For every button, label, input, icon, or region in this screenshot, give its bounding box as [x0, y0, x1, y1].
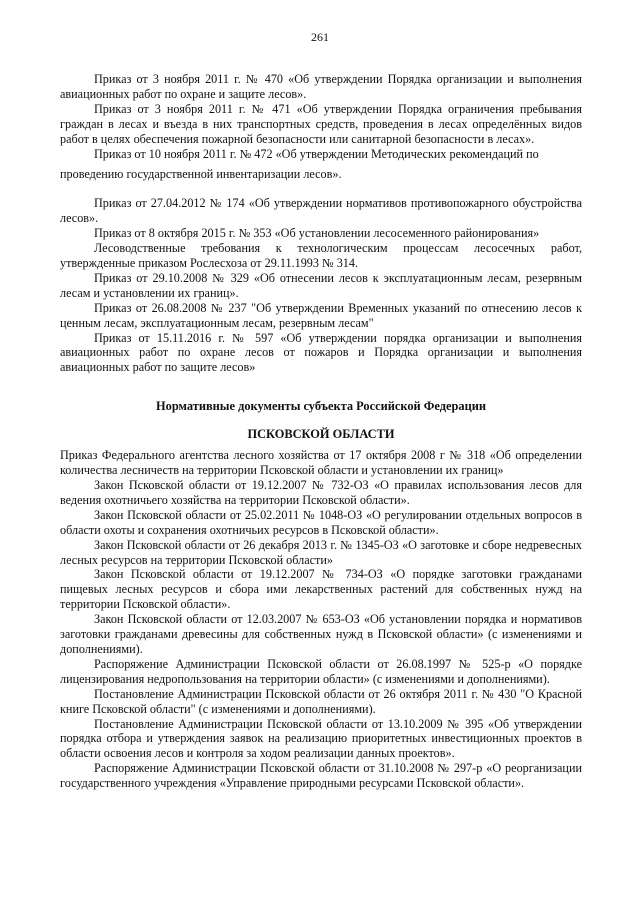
paragraph: Приказ от 29.10.2008 № 329 «Об отнесении лесов к эксплуатационным лесам, резервным лесам и установлении их границ».	[60, 270, 582, 300]
paragraph: Приказ от 27.04.2012 № 174 «Об утверждении нормативов противопожарного обустройства лесов».	[60, 196, 582, 226]
paragraph: Постановление Администрации Псковской области от 13.10.2009 № 395 «Об утверждении порядка отбора и утверждения заявок на реализацию приоритетных инвестиционных проектов в области освоения лесов и контроля за ходом реализации данных проектов».	[60, 716, 582, 761]
paragraph: Распоряжение Администрации Псковской области от 31.10.2008 № 297-р «О реорганизации государственного учреждения «Управление природными ресурсами Псковской области».	[60, 761, 582, 791]
paragraph: Приказ от 3 ноября 2011 г. № 470 «Об утверждении Порядка организации и выполнения авиационных работ по охране и защите лесов».	[60, 72, 582, 101]
regional-documents-list	[60, 448, 582, 791]
paragraph: Приказ Федерального агентства лесного хозяйства от 17 октября 2008 г № 318 «Об определении количества лесничеств на территории Псковской области и установлении их границ»	[60, 448, 582, 478]
paragraph-continuation: проведению государственной инвентаризации лесов».	[60, 167, 342, 182]
paragraph: Закон Псковской области от 25.02.2011 № 1048-ОЗ «О регулировании отдельных вопросов в области охоты и сохранения охотничьих ресурсов в Псковской области».	[60, 507, 582, 537]
region-heading: ПСКОВСКОЙ ОБЛАСТИ	[247, 427, 395, 442]
paragraph: Приказ от 3 ноября 2011 г. № 471 «Об утверждении Порядка ограничения пребывания граждан в лесах и въезда в них транспортных средств, проведения в лесах определённых видов работ в целях обеспечения пожарной безопасности или санитарной безопасности в лесах».	[60, 101, 582, 146]
paragraph: Закон Псковской области от 12.03.2007 № 653-ОЗ «Об установлении порядка и нормативов заготовки гражданами древесины для собственных нужд в Псковской области» (с изменениями и дополнениями).	[60, 612, 582, 656]
document-body	[60, 72, 582, 791]
paragraph: Лесоводственные требования к технологическим процессам лесосечных работ, утвержденные приказом Рослесхоза от 29.11.1993 № 314.	[60, 241, 582, 270]
paragraph: Закон Псковской области от 19.12.2007 № 732-ОЗ «О правилах использования лесов для ведения охотничьего хозяйства на территории Псковской области».	[60, 478, 582, 507]
paragraph: Приказ от 8 октября 2015 г. № 353 «Об установлении лесосеменного районирования»	[94, 226, 540, 241]
paragraph: Постановление Администрации Псковской области от 26 октября 2011 г. № 430 "О Красной книге Псковской области" (с изменениями и дополнениями).	[60, 686, 582, 716]
paragraph: Приказ от 10 ноября 2011 г. № 472 «Об утверждении Методических рекомендаций по	[94, 146, 539, 161]
paragraph: Закон Псковской области от 19.12.2007 № 734-ОЗ «О порядке заготовки гражданами пищевых лесных ресурсов и сбора ими лекарственных растений для собственных нужд на территории Псковской области».	[60, 567, 582, 612]
paragraph: Приказ от 26.08.2008 № 237 "Об утверждении Временных указаний по отнесению лесов к ценным лесам, эксплуатационным лесам, резервным лесам"	[60, 300, 582, 330]
paragraph: Распоряжение Администрации Псковской области от 26.08.1997 № 525-р «О порядке лицензирования недропользования на территории области» (с изменениями и дополнениями).	[60, 656, 582, 686]
paragraph: Закон Псковской области от 26 декабря 2013 г. № 1345-ОЗ «О заготовке и сборе недревесных лесных ресурсов на территории Псковской области»	[60, 537, 582, 567]
section-heading: Нормативные документы субъекта Российской Федерации	[155, 399, 487, 414]
paragraph: Приказ от 15.11.2016 г. № 597 «Об утверждении порядка организации и выполнения авиационных работ по охране лесов от пожаров и Порядка организации и выполнения авиационных работ по защите лесов»	[60, 330, 582, 375]
page-number: 261	[311, 30, 329, 44]
